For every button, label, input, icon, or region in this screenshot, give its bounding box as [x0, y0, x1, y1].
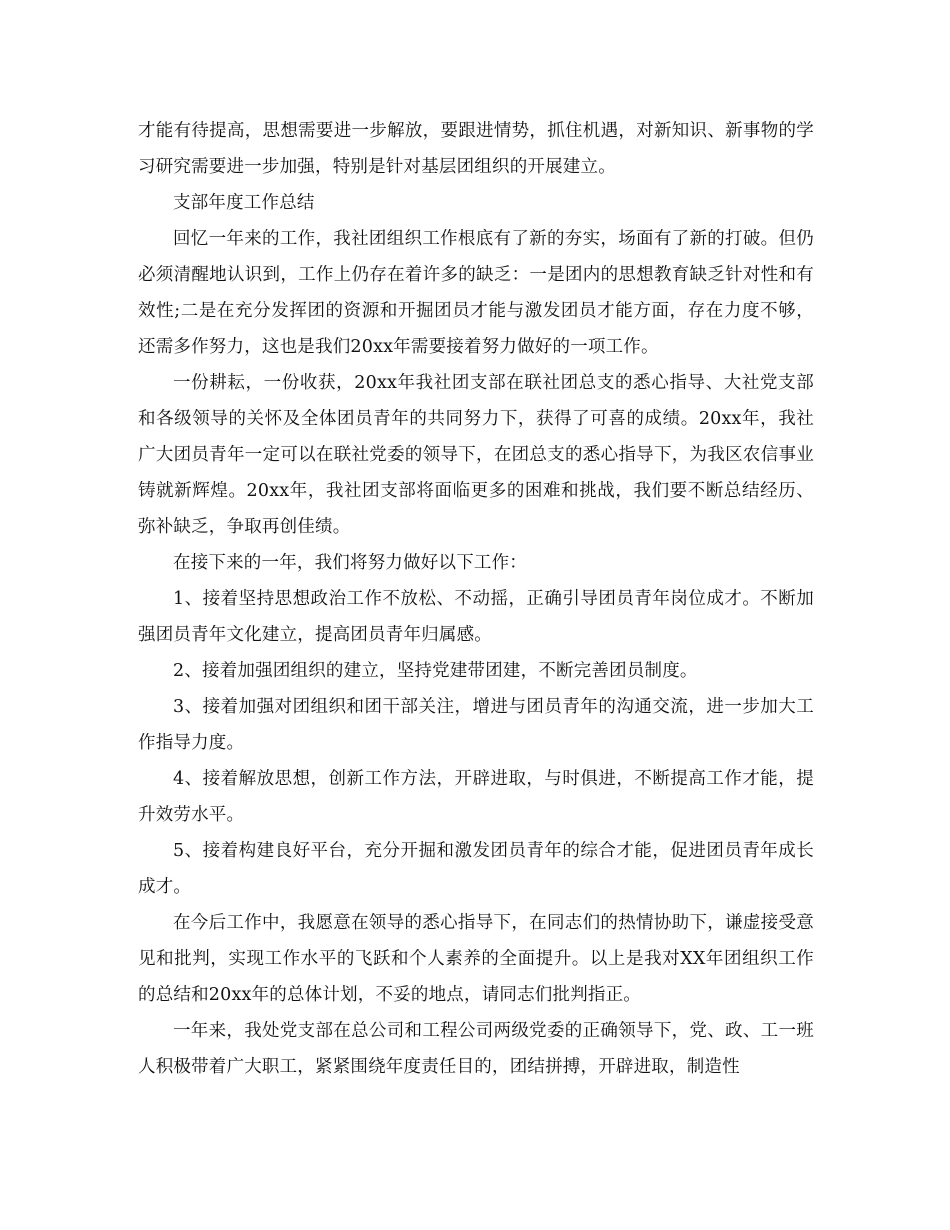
list-item: 5、接着构建良好平台，充分开掘和激发团员青年的综合才能，促进团员青年成长成才。 — [138, 841, 814, 897]
paragraph: 在今后工作中，我愿意在领导的悉心指导下，在同志们的热情协助下，谦虚接受意见和批判，实现工作水平的飞跃和个人素养的全面提升。以上是我对XX年团组织工作的总结和20xx年的总体计划，不妥的地点，请同志们批判指正。 — [138, 913, 814, 1005]
section-heading: 支部年度工作总结 — [173, 193, 315, 213]
list-item: 4、接着解放思想，创新工作方法，开辟进取，与时俱进，不断提高工作才能，提升效劳水平。 — [138, 769, 814, 825]
paragraph: 一份耕耘，一份收获，20xx年我社团支部在联社团总支的悉心指导、大社党支部和各级领导的关怀及全体团员青年的共同努力下，获得了可喜的成绩。20xx年，我社广大团员青年一定可以在联社党委的领导下，在团总支的悉心指导下，为我区农信事业铸就新辉煌。20xx年，我社团支部将面临更多的困难和挑战，我们要不断总结经历、弥补缺乏，争取再创佳绩。 — [138, 373, 814, 537]
paragraph-continuation: 才能有待提高，思想需要进一步解放，要跟进情势，抓住机遇，对新知识、新事物的学习研究需要进一步加强，特别是针对基层团组织的开展建立。 — [138, 121, 814, 177]
list-item: 3、接着加强对团组织和团干部关注，增进与团员青年的沟通交流，进一步加大工作指导力度。 — [138, 697, 814, 753]
list-item: 1、接着坚持思想政治工作不放松、不动摇，正确引导团员青年岗位成才。不断加强团员青年文化建立，提高团员青年归属感。 — [138, 589, 814, 645]
document-body — [138, 113, 814, 1085]
list-item: 2、接着加强团组织的建立，坚持党建带团建，不断完善团员制度。 — [173, 661, 698, 681]
paragraph: 在接下来的一年，我们将努力做好以下工作： — [173, 553, 527, 573]
paragraph: 回忆一年来的工作，我社团组织工作根底有了新的夯实，场面有了新的打破。但仍必须清醒地认识到，工作上仍存在着许多的缺乏：一是团内的思想教育缺乏针对性和有效性;二是在充分发挥团的资源和开掘团员才能与激发团员才能方面，存在力度不够，还需多作努力，这也是我们20xx年需要接着努力做好的一项工作。 — [138, 229, 814, 357]
paragraph: 一年来，我处党支部在总公司和工程公司两级党委的正确领导下，党、政、工一班人积极带着广大职工，紧紧围绕年度责任目的，团结拼搏，开辟进取，制造性 — [138, 1021, 814, 1077]
